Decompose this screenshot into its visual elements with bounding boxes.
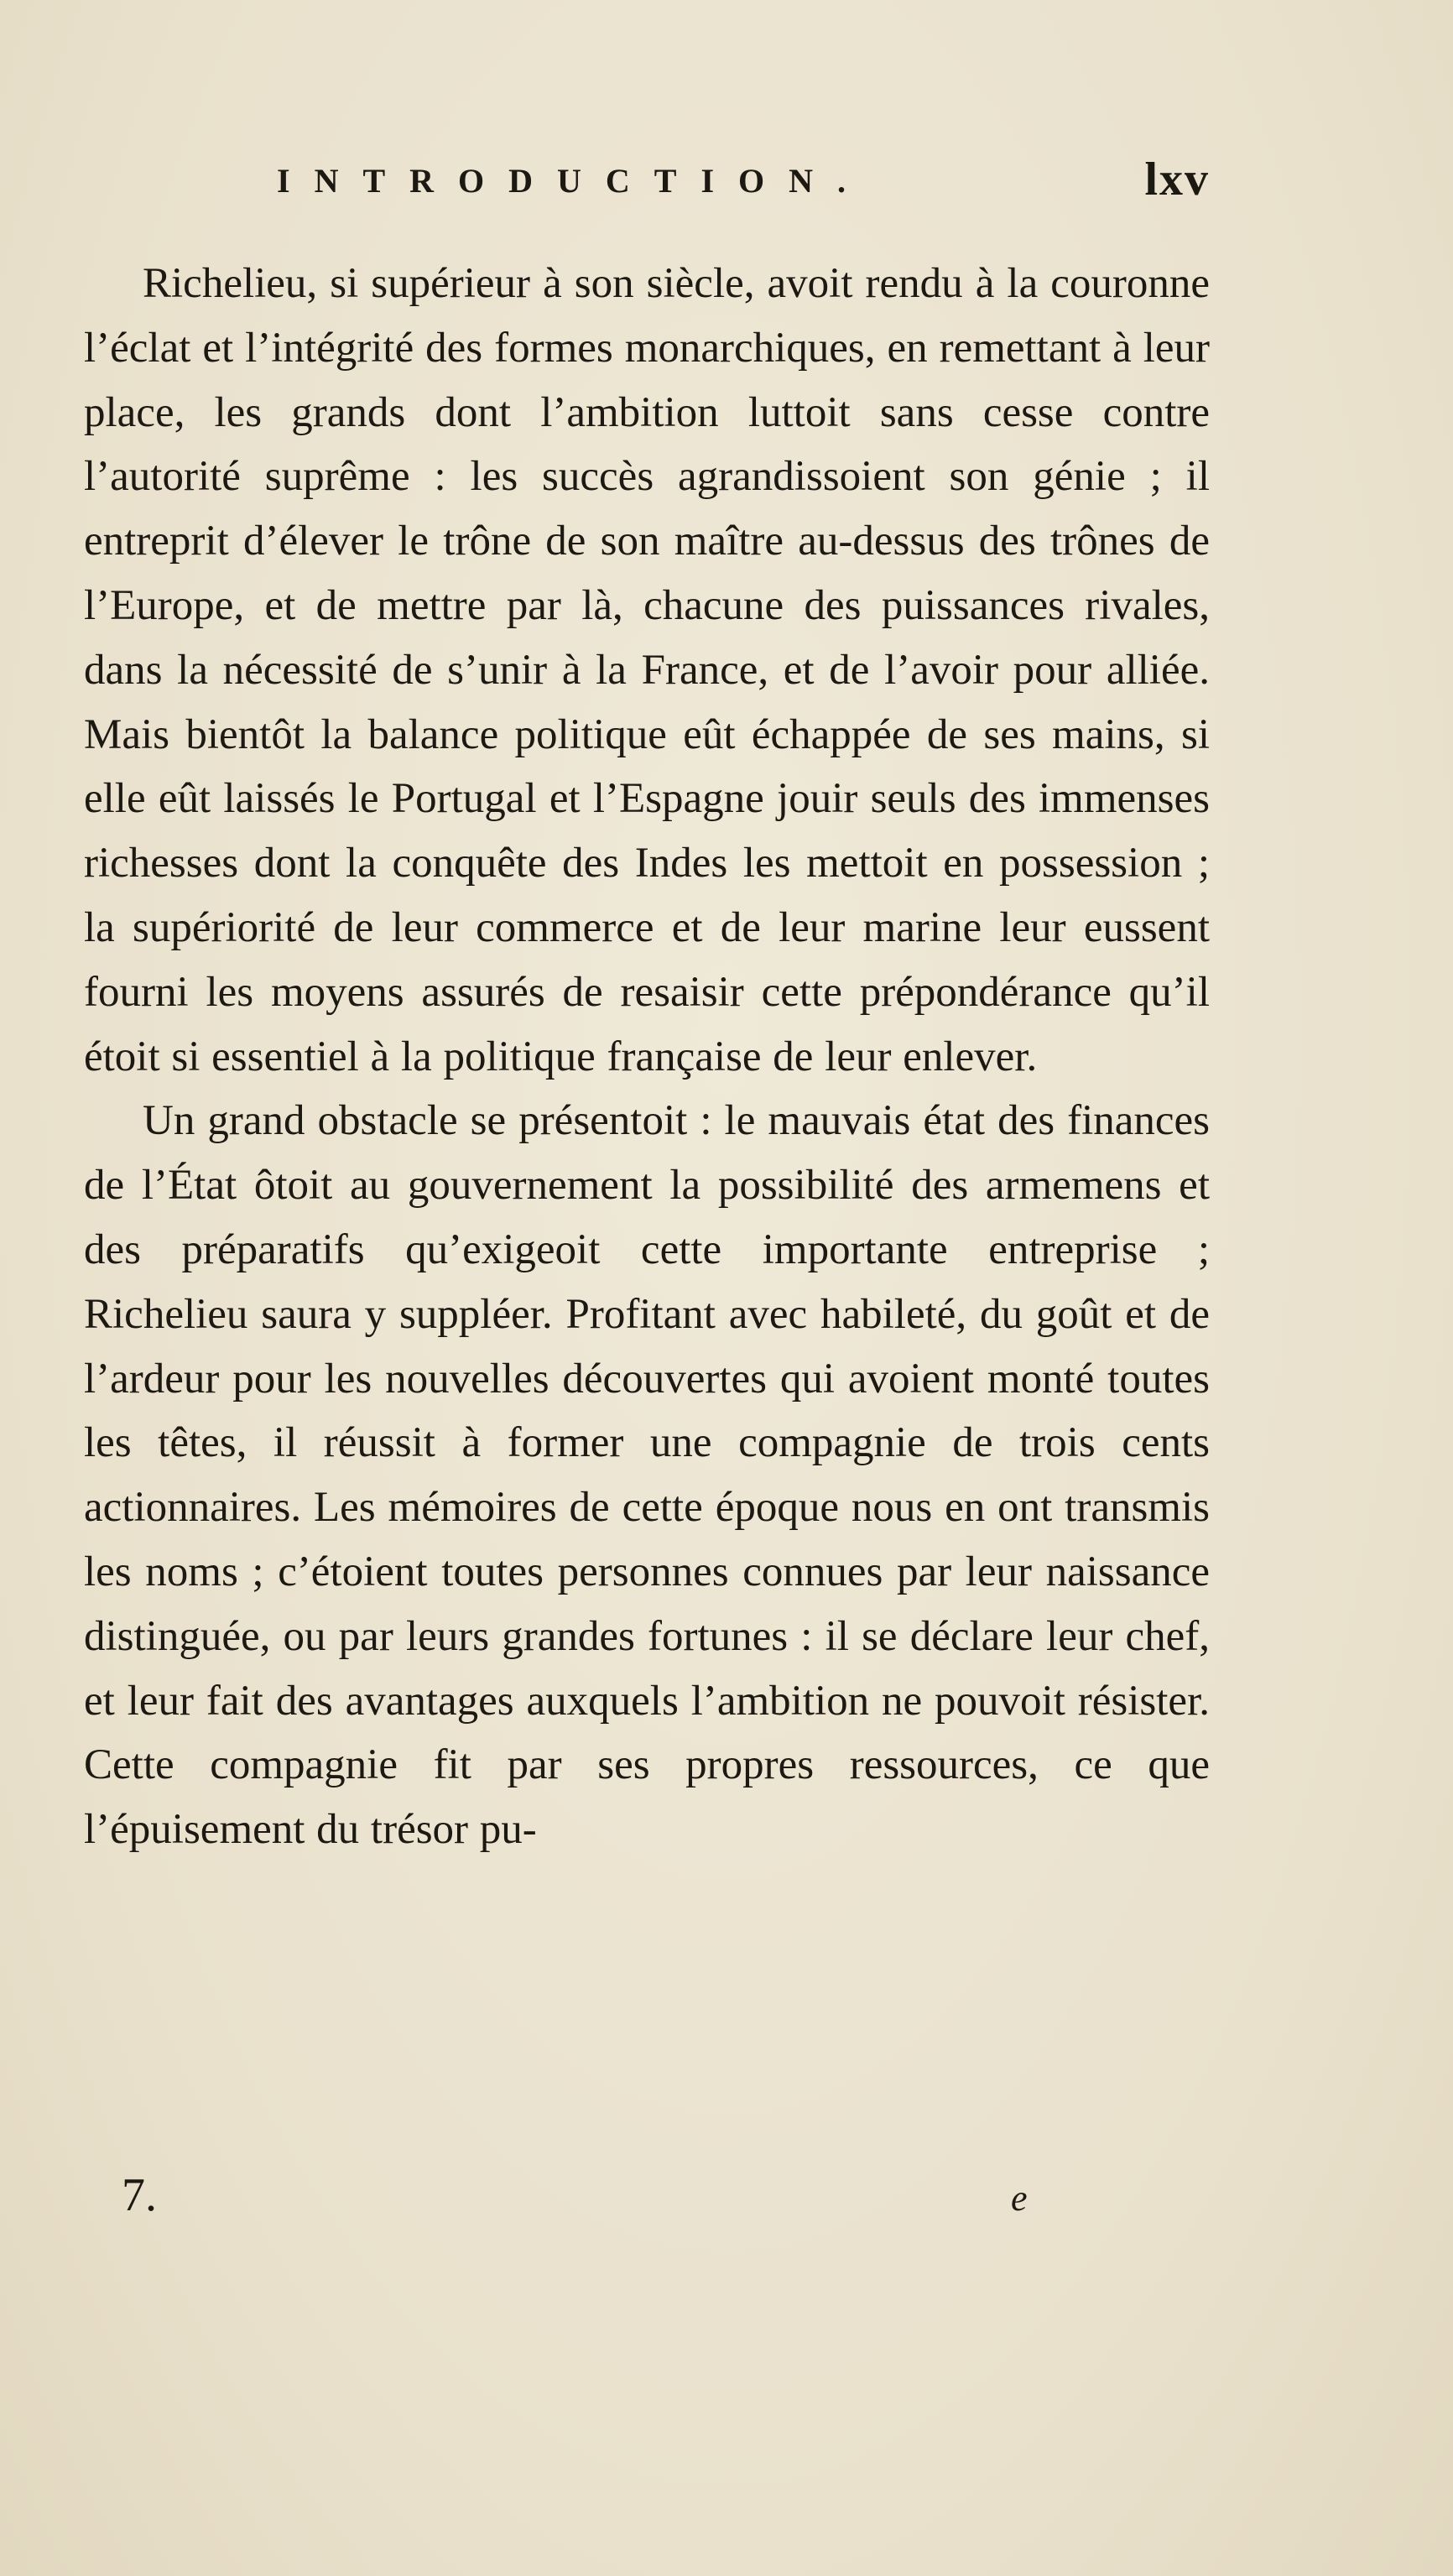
running-head — [277, 153, 1210, 211]
paragraph-richelieu: Richelieu, si supérieur à son siècle, avoit rendu à la couronne l’éclat et l’intégrité des formes monarchiques, en remettant à leur place, les grands dont l’ambition luttoit sans cesse contre l’autorité suprême : les succès agrandissoient son génie ; il entreprit d’élever le trône de son maître au-dessus des trônes de l’Europe, et de mettre par là, chacune des puissances rivales, dans la nécessité de s’unir à la France, et de l’avoir pour alliée. Mais bientôt la balance politique eût échappée de ses mains, si elle eût laissés le Portugal et l’Espagne jouir seuls des immenses richesses dont la conquête des Indes les mettoit en possession ; la supériorité de leur commerce et de leur marine leur eussent fourni les moyens assurés de resaisir cette prépondérance qu’il étoit si essentiel à la politique française de leur enlever. — [84, 260, 1210, 1080]
running-title: INTRODUCTION. — [277, 162, 871, 200]
page-number: lxv — [1144, 154, 1210, 206]
signature-mark: 7. — [122, 2169, 157, 2221]
catchword: e — [1011, 2178, 1028, 2219]
signature-line — [84, 2168, 1210, 2227]
paragraph-obstacle: Un grand obstacle se présentoit : le mauvais état des finances de l’État ôtoit au gouvernement la possibilité des armemens et des préparatifs qu’exigeoit cette importante entreprise ; Richelieu saura y suppléer. Profitant avec habileté, du goût et de l’ardeur pour les nouvelles découvertes qui avoient monté toutes les têtes, il réussit à former une compagnie de trois cents actionnaires. Les mémoires de cette époque nous en ont transmis les noms ; c’étoient toutes personnes connues par leur naissance distinguée, ou par leurs grandes fortunes : il se déclare leur chef, et leur fait des avantages auxquels l’ambition ne pouvoit résister. Cette compagnie fit par ses propres ressources, ce que l’épuisement du trésor pu- — [84, 1097, 1210, 1854]
body-text — [84, 252, 1210, 1862]
